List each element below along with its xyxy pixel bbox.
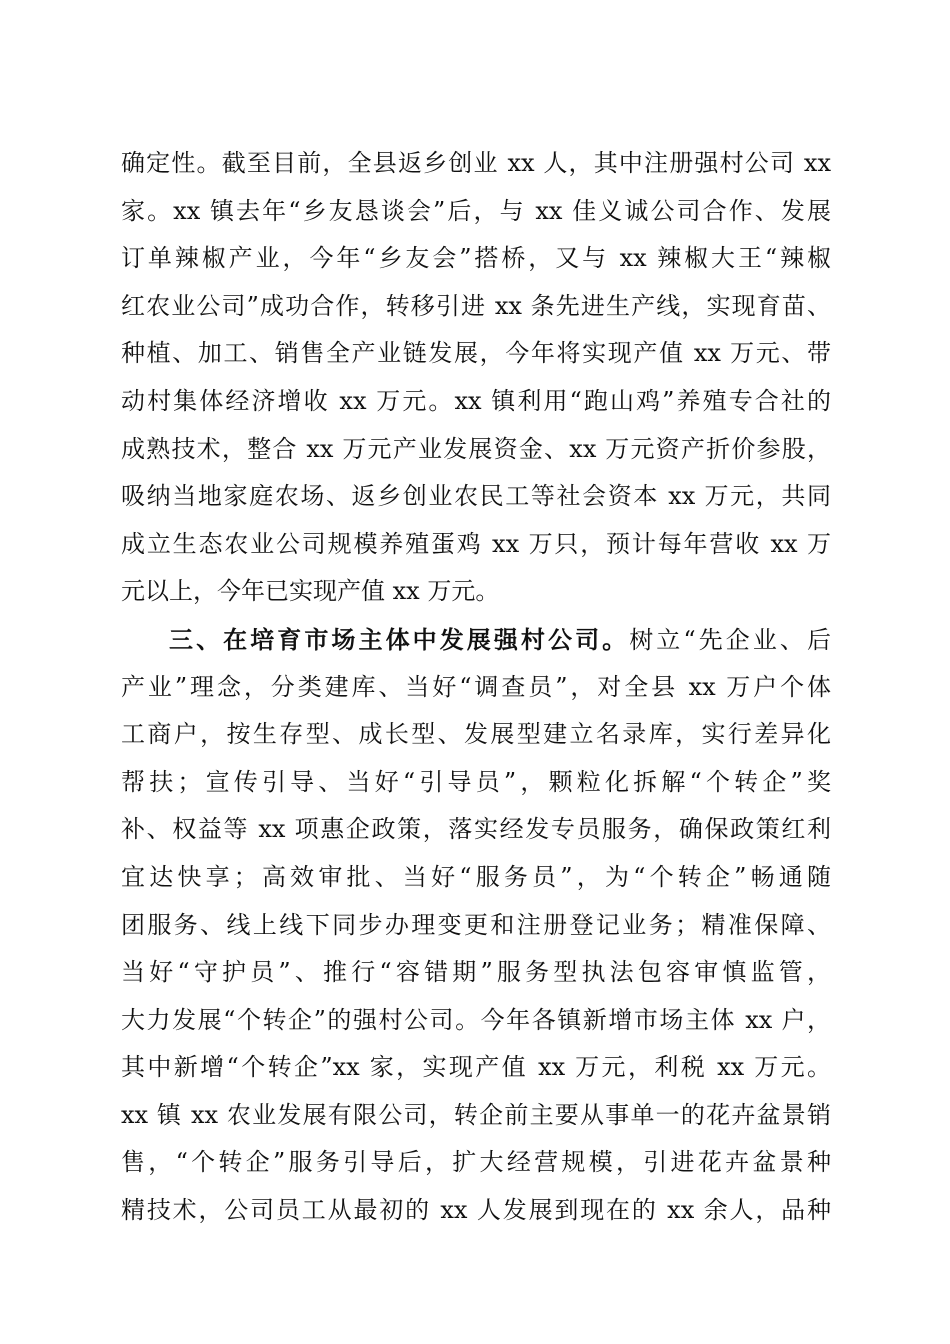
paragraph-1-line-6: 动村集体经济增收 xx 万元。xx 镇利用“跑山鸡”养殖专合社的 [121,386,831,415]
paragraph-2-line-7: 团服务、线上线下同步办理变更和注册登记业务；精准保障、 [121,910,831,939]
paragraph-2-first-line-rest: 树立“先企业、后 [629,625,831,654]
paragraph-1-line-7: 成熟技术，整合 xx 万元产业发展资金、xx 万元资产折价参股， [121,434,831,463]
paragraph-1-line-10: 元以上，今年已实现产值 xx 万元。 [121,577,500,606]
paragraph-1-line-2: 家。xx 镇去年“乡友恳谈会”后，与 xx 佳义诚公司合作、发展 [121,196,831,225]
paragraph-2-line-6: 宜达快享；高效审批、当好“服务员”，为“个转企”畅通随 [121,862,831,891]
paragraph-2-line-2: 产业”理念，分类建库、当好“调查员”，对全县 xx 万户个体 [121,672,831,701]
section-heading: 三、在培育市场主体中发展强村公司。 [169,624,630,654]
paragraph-2-line-11: xx 镇 xx 农业发展有限公司，转企前主要从事单一的花卉盆景销 [121,1100,831,1129]
paragraph-2-line-13: 精技术，公司员工从最初的 xx 人发展到现在的 xx 余人，品种 [121,1196,831,1225]
paragraph-1-line-1: 确定性。截至目前，全县返乡创业 xx 人，其中注册强村公司 xx [121,149,831,177]
paragraph-1-line-5: 种植、加工、销售全产业链发展，今年将实现产值 xx 万元、带 [121,339,831,368]
paragraph-2-line-5: 补、权益等 xx 项惠企政策，落实经发专员服务，确保政策红利 [121,815,831,844]
paragraph-1-line-3: 订单辣椒产业，今年“乡友会”搭桥，又与 xx 辣椒大王“辣椒 [121,244,831,273]
paragraph-2-first-line [121,616,831,664]
paragraph-1-line-8: 吸纳当地家庭农场、返乡创业农民工等社会资本 xx 万元，共同 [121,482,831,511]
paragraph-2-line-9: 大力发展“个转企”的强村公司。今年各镇新增市场主体 xx 户， [121,1005,831,1034]
paragraph-2-line-3: 工商户，按生存型、成长型、发展型建立名录库，实行差异化 [121,720,831,749]
paragraph-2-line-4: 帮扶；宣传引导、当好“引导员”，颗粒化拆解“个转企”奖 [121,767,831,796]
paragraph-1-line-4: 红农业公司”成功合作，转移引进 xx 条先进生产线，实现育苗、 [121,291,831,320]
paragraph-2-line-10: 其中新增“个转企”xx 家，实现产值 xx 万元，利税 xx 万元。 [121,1053,831,1082]
paragraph-2-line-12: 售，“个转企”服务引导后，扩大经营规模，引进花卉盆景种 [121,1148,831,1177]
paragraph-1-line-9: 成立生态农业公司规模养殖蛋鸡 xx 万只，预计每年营收 xx 万 [121,529,831,558]
paragraph-2-line-8: 当好“守护员”、推行“容错期”服务型执法包容审慎监管， [121,958,831,987]
body-text [121,140,831,1235]
